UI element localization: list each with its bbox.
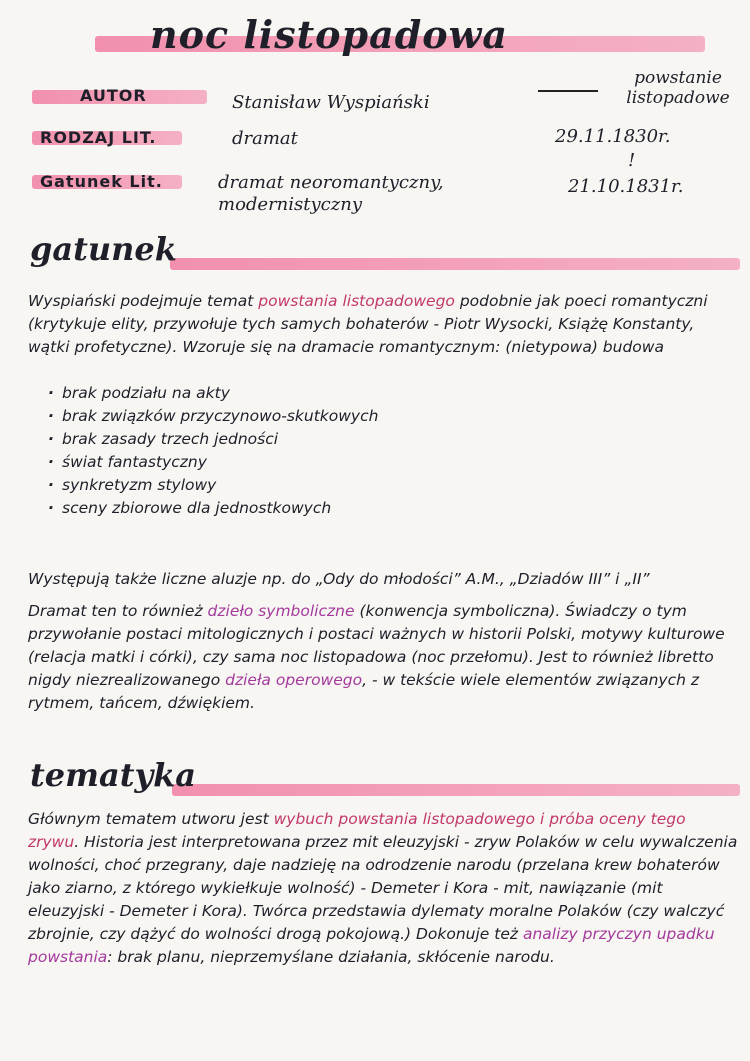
uprising-end-date: 21.10.1831r. (568, 176, 684, 197)
opera-highlight-text: dzieła operowego (225, 671, 363, 689)
info-label-genre-type: RODZAJ LIT. (40, 128, 157, 147)
uprising-mark: ! (628, 150, 636, 171)
list-item: · sceny zbiorowe dla jednostkowych (62, 497, 582, 520)
info-label-genre: Gatunek Lit. (40, 172, 163, 191)
gatunek-paragraph-1: Wyspiański podejmuje temat powstania listopadowego podobnie jak poeci romantyczni (krytykuje elity, przywołuje tych samych bohaterów - Piotr Wysocki, Książę Konstanty, wątki profetyczne). Wzoruje się na dramacie romantycznym: (nietypowa) budowa (28, 292, 708, 356)
uprising-start-date: 29.11.1830r. (555, 126, 671, 147)
info-value-genre: dramat neoromantyczny, modernistyczny (218, 172, 444, 215)
info-value-author: Stanisław Wyspiański (232, 92, 430, 113)
uprising-highlight-text: powstania listopadowego (258, 292, 455, 310)
list-item: · świat fantastyczny (62, 451, 582, 474)
list-item: · brak podziału na akty (62, 382, 582, 405)
uprising-label: powstanie listopadowe (626, 68, 730, 108)
gatunek-paragraph-3: Dramat ten to również dzieło symboliczne (konwencja symboliczna). Świadczy o tym przywołanie postaci mitologicznych i postaci ważnych w historii Polski, motywy kulturowe (relacja matki i córki), czy sama noc listopadowa (noc przełomu). Jest to również libretto nigdy niezrealizowanego dzieła operowego, - w tekście wiele elementów związanych z rytmem, tańcem, dźwiękiem. (28, 602, 725, 712)
section-heading-gatunek: gatunek (30, 230, 177, 268)
tematyka-paragraph: Głównym tematem utworu jest wybuch powstania listopadowego i próba oceny tego zrywu. Historia jest interpretowana przez mit eleuzyjski - zryw Polaków w celu wywalczenia wolności, choć przegrany, daje nadzieję na odrodzenie narodu (przelana krew bohaterów jako ziarno, z którego wykiełkuje wolność) - Demeter i Kora - mit, nawiązanie (mit eleuzyjski - Demeter i Kora). Twórca przedstawia dylematy moralne Polaków (czy walczyć zbrojnie, czy dążyć do wolności drogą pokojową.) Dokonuje też analizy przyczyn upadku powstania: brak planu, nieprzemyślane działania, skłócenie narodu. (28, 810, 738, 966)
list-item: · synkretyzm stylowy (62, 474, 582, 497)
list-item: · brak związków przyczynowo-skutkowych (62, 405, 582, 428)
info-value-genre-type: dramat (232, 128, 298, 149)
theme-highlight-text: wybuch powstania listopadowego i próba oceny tego zrywu (28, 810, 686, 851)
section-heading-tematyka: tematyka (30, 756, 197, 794)
gatunek-paragraph-2: Występują także liczne aluzje np. do „Ody do młodości” A.M., „Dziadów III” i „II” (28, 570, 650, 588)
uprising-divider (538, 90, 598, 92)
section-highlight-tematyka (172, 784, 740, 796)
info-label-author: AUTOR (80, 86, 147, 105)
symbolic-highlight-text: dzieło symboliczne (207, 602, 355, 620)
causes-highlight-text: analizy przyczyn upadku powstania (28, 925, 715, 966)
page-title: noc listopadowa (150, 12, 508, 57)
genre-features-list (44, 382, 582, 520)
list-item: · brak zasady trzech jedności (62, 428, 582, 451)
section-highlight-gatunek (170, 258, 740, 270)
